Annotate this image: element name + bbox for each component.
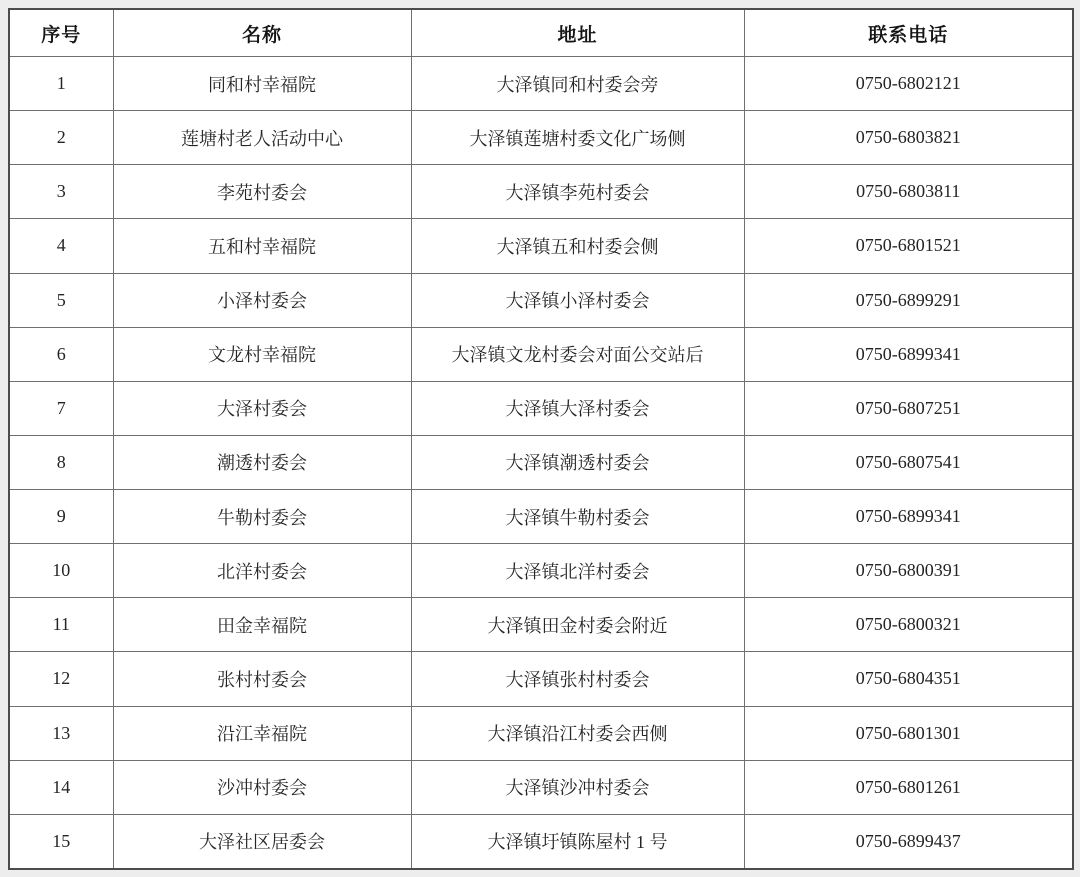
cell-seq: 8 — [9, 435, 113, 489]
cell-name: 沿江幸福院 — [113, 706, 411, 760]
cell-name: 北洋村委会 — [113, 544, 411, 598]
cell-phone: 0750-6802121 — [744, 57, 1073, 111]
cell-address: 大泽镇张村村委会 — [411, 652, 744, 706]
cell-phone: 0750-6899291 — [744, 273, 1073, 327]
cell-address: 大泽镇五和村委会侧 — [411, 219, 744, 273]
cell-seq: 1 — [9, 57, 113, 111]
cell-seq: 11 — [9, 598, 113, 652]
cell-name: 大泽社区居委会 — [113, 814, 411, 869]
cell-seq: 5 — [9, 273, 113, 327]
cell-name: 五和村幸福院 — [113, 219, 411, 273]
cell-address: 大泽镇李苑村委会 — [411, 165, 744, 219]
cell-address: 大泽镇沿江村委会西侧 — [411, 706, 744, 760]
cell-phone: 0750-6807251 — [744, 381, 1073, 435]
cell-name: 莲塘村老人活动中心 — [113, 111, 411, 165]
cell-phone: 0750-6801261 — [744, 760, 1073, 814]
cell-address: 大泽镇小泽村委会 — [411, 273, 744, 327]
cell-address: 大泽镇潮透村委会 — [411, 435, 744, 489]
document-page — [8, 8, 1072, 870]
cell-seq: 7 — [9, 381, 113, 435]
cell-seq: 3 — [9, 165, 113, 219]
cell-seq: 14 — [9, 760, 113, 814]
cell-address: 大泽镇文龙村委会对面公交站后 — [411, 327, 744, 381]
cell-phone: 0750-6804351 — [744, 652, 1073, 706]
cell-phone: 0750-6803811 — [744, 165, 1073, 219]
cell-address: 大泽镇圩镇陈屋村 1 号 — [411, 814, 744, 869]
cell-seq: 15 — [9, 814, 113, 869]
cell-seq: 13 — [9, 706, 113, 760]
cell-seq: 2 — [9, 111, 113, 165]
header-address: 地址 — [411, 9, 744, 57]
table-row — [9, 273, 1073, 327]
cell-phone: 0750-6801521 — [744, 219, 1073, 273]
cell-phone: 0750-6800391 — [744, 544, 1073, 598]
cell-address: 大泽镇北洋村委会 — [411, 544, 744, 598]
contact-table — [8, 8, 1074, 870]
cell-seq: 10 — [9, 544, 113, 598]
table-header-row — [9, 9, 1073, 57]
cell-phone: 0750-6800321 — [744, 598, 1073, 652]
cell-phone: 0750-6803821 — [744, 111, 1073, 165]
cell-name: 沙冲村委会 — [113, 760, 411, 814]
table-row — [9, 814, 1073, 869]
table-row — [9, 435, 1073, 489]
table-row — [9, 381, 1073, 435]
cell-phone: 0750-6807541 — [744, 435, 1073, 489]
cell-address: 大泽镇牛勒村委会 — [411, 490, 744, 544]
cell-seq: 12 — [9, 652, 113, 706]
table-row — [9, 327, 1073, 381]
cell-name: 潮透村委会 — [113, 435, 411, 489]
table-row — [9, 760, 1073, 814]
cell-address: 大泽镇同和村委会旁 — [411, 57, 744, 111]
table-row — [9, 111, 1073, 165]
cell-address: 大泽镇沙冲村委会 — [411, 760, 744, 814]
table-row — [9, 598, 1073, 652]
table-row — [9, 165, 1073, 219]
table-row — [9, 706, 1073, 760]
cell-name: 李苑村委会 — [113, 165, 411, 219]
table-row — [9, 652, 1073, 706]
cell-phone: 0750-6899341 — [744, 490, 1073, 544]
header-seq: 序号 — [9, 9, 113, 57]
cell-phone: 0750-6899437 — [744, 814, 1073, 869]
header-name: 名称 — [113, 9, 411, 57]
cell-name: 大泽村委会 — [113, 381, 411, 435]
cell-name: 文龙村幸福院 — [113, 327, 411, 381]
cell-phone: 0750-6801301 — [744, 706, 1073, 760]
cell-address: 大泽镇田金村委会附近 — [411, 598, 744, 652]
cell-name: 小泽村委会 — [113, 273, 411, 327]
table-row — [9, 544, 1073, 598]
cell-address: 大泽镇莲塘村委文化广场侧 — [411, 111, 744, 165]
header-phone: 联系电话 — [744, 9, 1073, 57]
cell-seq: 9 — [9, 490, 113, 544]
cell-address: 大泽镇大泽村委会 — [411, 381, 744, 435]
table-body — [9, 57, 1073, 870]
cell-name: 牛勒村委会 — [113, 490, 411, 544]
cell-name: 张村村委会 — [113, 652, 411, 706]
table-row — [9, 57, 1073, 111]
cell-phone: 0750-6899341 — [744, 327, 1073, 381]
table-row — [9, 490, 1073, 544]
cell-seq: 6 — [9, 327, 113, 381]
table-row — [9, 219, 1073, 273]
cell-seq: 4 — [9, 219, 113, 273]
cell-name: 田金幸福院 — [113, 598, 411, 652]
cell-name: 同和村幸福院 — [113, 57, 411, 111]
